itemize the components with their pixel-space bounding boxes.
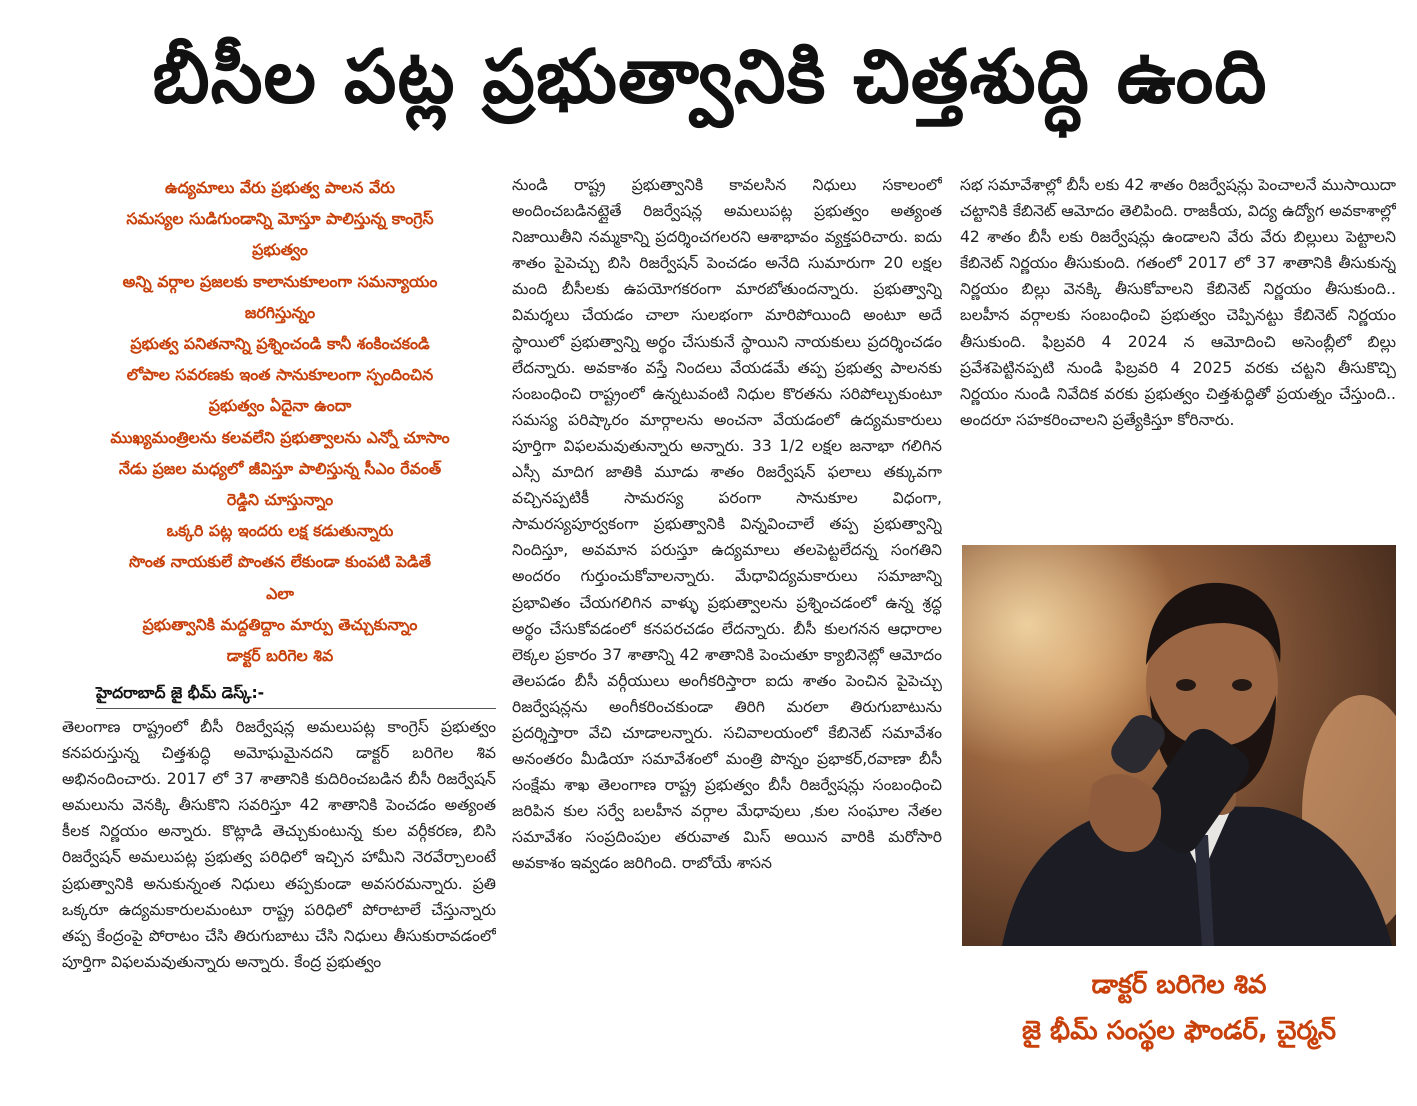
article-paragraph: తెలంగాణ రాష్ట్రంలో బీసీ రిజర్వేషన్ల అమలుపట్ల కాంగ్రెస్ ప్రభుత్వం కనపరుస్తున్న చిత్తశుద్ధి అమోఘమైనదని డాక్టర్ బరిగెల శివ అభినందించారు. 2017 లో 37 శాతానికి కుదిరించబడిన బీసీ రిజర్వేషన్ అమలును వెనక్కి తీసుకొని సవరిస్తూ 42 శాతానికి పెంచడం అత్యంత కీలక నిర్ణయం అన్నారు. కొట్లాడి తెచ్చుకుంటున్న కుల వర్గీకరణ, బిసి రిజర్వేషన్ అమలుపట్ల ప్రభుత్వ పరిధిలో ఇచ్చిన హామీని నెరవేర్చాలంటే ప్రభుత్వానికి అనుకున్నంత నిధులు తప్పకుండా అవసరమన్నారు. ప్రతి ఒక్కరూ ఉద్యమకారులమంటూ రాష్ట్ర పరిధిలో పోరాటాలే చేస్తున్నారు తప్ప కేంద్రంపై పోరాటం చేసి తిరుగుబాటు చేసి నిధులు తీసుకురావడంలో పూర్తిగా విఫలమవుతున్నారు అన్నారు. కేంద్ర ప్రభుత్వం: [62, 718, 496, 971]
caption-title: జై భీమ్ సంస్థల ఫౌండర్, చైర్మన్: [1022, 1016, 1336, 1046]
article-column-3: [960, 172, 1396, 528]
highlight-line: ఎలా: [266, 583, 294, 603]
highlights-box: [60, 172, 500, 672]
highlight-line: లోపాల సవరణకు ఇంత సానుకూలంగా స్పందించిన: [126, 365, 434, 385]
highlight-line: అన్ని వర్గాల ప్రజలకు కాలానుకూలంగా సమన్యాయం: [122, 271, 438, 291]
article-column-1: [62, 714, 496, 1080]
highlight-line: జరగిస్తున్నం: [244, 302, 316, 322]
highlight-line: ఉద్యమాలు వేరు ప్రభుత్వ పాలన వేరు: [164, 178, 396, 197]
dateline: హైదరాబాద్ జై భీమ్ డెస్క్:-: [96, 684, 265, 702]
caption-name: డాక్టర్ బరిగెల శివ: [1091, 970, 1267, 1000]
article-paragraph: సభ సమావేశాల్లో బీసీ లకు 42 శాతం రిజర్వేషన్లు పెంచాలనే ముసాయిదా చట్టానికి కేబినెట్ ఆమోదం తెలిపింది. రాజకీయ, విద్య ఉద్యోగ అవకాశాల్లో 42 శాతం బీసీ లకు రిజర్వేషన్లు ఉండాలని వేరు వేరు బిల్లులు పెట్టాలని కేబినెట్ నిర్ణయం తీసుకుంది. గతంలో 2017 లో 37 శాతానికి తీసుకున్న నిర్ణయం బిల్లు వెనక్కి తీసుకోవాలని కేబినెట్ నిర్ణయం తీసుకుంది.. బలహీన వర్గాలకు సంబంధించి ప్రభుత్వం చెప్పినట్టు కేబినెట్ నిర్ణయం తీసుకుంది. ఫిబ్రవరి 4 2024 న ఆమోదించి అసెంబ్లీలో బిల్లు ప్రవేశపెట్టినప్పటి నుండి ఫిబ్రవరి 4 2025 వరకు చట్టని తీసుకొచ్చి నిర్ణయం నుండి నివేదిక వరకు ప్రభుత్వం చిత్తశుద్ధితో ప్రయత్నం చేస్తుంది.. అందరూ సహకరించాలని ప్రత్యేకిస్తూ కోరినారు.: [960, 176, 1396, 429]
highlight-line: రెడ్డిని చూస్తున్నాం: [226, 490, 334, 510]
dateline-divider: [96, 708, 496, 709]
highlight-line: నేడు ప్రజల మధ్యలో జీవిస్తూ పాలిస్తున్న సీఎం రేవంత్: [118, 458, 442, 478]
highlight-line: ప్రభుత్వం ఏదైనా ఉందా: [208, 396, 352, 416]
highlight-line: ప్రభుత్వ పనితనాన్ని ప్రశ్నించండి కానీ శంకించకండి: [130, 334, 430, 354]
highlight-line: సొంత నాయకులే పొంతన లేకుండా కుంపటి పెడితే: [128, 552, 432, 572]
highlight-line: ప్రభుత్వం: [252, 240, 308, 260]
highlight-line: ప్రభుత్వానికి మద్దతిద్దాం మార్పు తెచ్చుకున్నాం: [142, 614, 418, 634]
photo-caption: [962, 962, 1396, 1054]
article-column-2: [512, 172, 942, 1082]
highlight-line: సమస్యల సుడిగుండాన్ని మోస్తూ పాలిస్తున్న కాంగ్రెస్: [126, 209, 434, 229]
portrait-photo: [962, 545, 1396, 946]
highlight-line: ఒక్కరి పట్ల ఇందరు లక్ష కడుతున్నారు: [166, 521, 394, 541]
highlight-line: ముఖ్యమంత్రిలను కలవలేని ప్రభుత్వాలను ఎన్నో చూసాం: [110, 427, 450, 447]
highlight-line: డాక్టర్ బరిగెల శివ: [226, 646, 334, 666]
headline: బీసీల పట్ల ప్రభుత్వానికి చిత్తశుద్ధి ఉంది: [152, 34, 1268, 120]
article-paragraph: నుండి రాష్ట్ర ప్రభుత్వానికి కావలసిన నిధులు సకాలంలో అందించబడినట్లైతే రిజర్వేషన్ల అమలుపట్ల ప్రభుత్వం అత్యంత నిజాయితీని నమ్మకాన్ని ప్రదర్శించగలరని ఆశాభావం వ్యక్తపరిచారు. ఐదు శాతం పైపెచ్చు బిసి రిజర్వేషన్ పెంచడం అనేది సుమారుగా 20 లక్షల మంది బీసీలకు ఉపయోగకరంగా మారబోతుందన్నారు. ప్రభుత్వాన్ని విమర్శలు చేయడం చాలా సులభంగా మారిపోయింది అంటూ అదే స్థాయిలో ప్రభుత్వాన్ని అర్థం చేసుకునే స్థాయిని నాయకులు ప్రదర్శించడం లేదన్నారు. అవకాశం వస్తే నిందలు వేయడమే తప్ప ప్రభుత్వ పాలనకు సంబంధించి రాష్ట్రంలో ఉన్నటువంటి నిధుల కొరతను సరిపోల్చుకుంటూ సమస్య పరిష్కారం మార్గాలను అంచనా వేయడంలో ఉద్యమకారులు పూర్తిగా విఫలమవుతున్నారు అన్నారు. 33 1/2 లక్షల జనాభా గలిగిన ఎస్సీ మాదిగ జాతికి మూడు శాతం రిజర్వేషన్ ఫలాలు తక్కువగా వచ్చినప్పటికీ సామరస్య పరంగా సానుకూల విధంగా, సామరస్యపూర్వకంగా ప్రభుత్వానికి విన్నవించాలే తప్ప ప్రభుత్వాన్ని నిందిస్తూ, అవమాన పరుస్తూ ఉద్యమాలు తలపెట్టలేదన్న సంగతిని అందరం గుర్తుంచుకోవాలన్నారు. మేధావిద్యమకారులు సమాజాన్ని ప్రభావితం చేయగలిగిన వాళ్ళు ప్రభుత్వాలను ప్రశ్నించడంలో ఉన్న శ్రద్ధ అర్థం చేసుకోవడంలో కనపరచడం లేదన్నారు. బీసీ కులగనన ఆధారాల లెక్కల ప్రకారం 37 శాతాన్ని 42 శాతానికి పెంచుతూ క్యాబినెట్లో ఆమోదం తెలపడం బీసీ వర్గీయులు అంగీకరిస్తారా ఐదు శాతం పెంచిన పైపెచ్చు రిజర్వేషన్లను అంగీకరించకుండా తిరిగి మరలా తిరుగుబాటును ప్రదర్శిస్తారా వేచి చూడాలన్నారు. సచివాలయంలో కేబినెట్ సమావేశం అనంతరం మీడియా సమావేశంలో మంత్రి పొన్నం ప్రభాకర్,రవాణా బీసీ సంక్షేమ శాఖ తెలంగాణ రాష్ట్ర ప్రభుత్వం బీసీ రిజర్వేషన్లు సంబంధించి జరిపిన కుల సర్వే బలహీన వర్గాల మేధావులు ,కుల సంఘాల నేతల సమావేశం సంప్రదింపుల తరువాత మిస్ అయిన వారికి మరోసారి అవకాశం ఇవ్వడం జరిగింది. రాబోయే శాసన: [512, 176, 942, 873]
